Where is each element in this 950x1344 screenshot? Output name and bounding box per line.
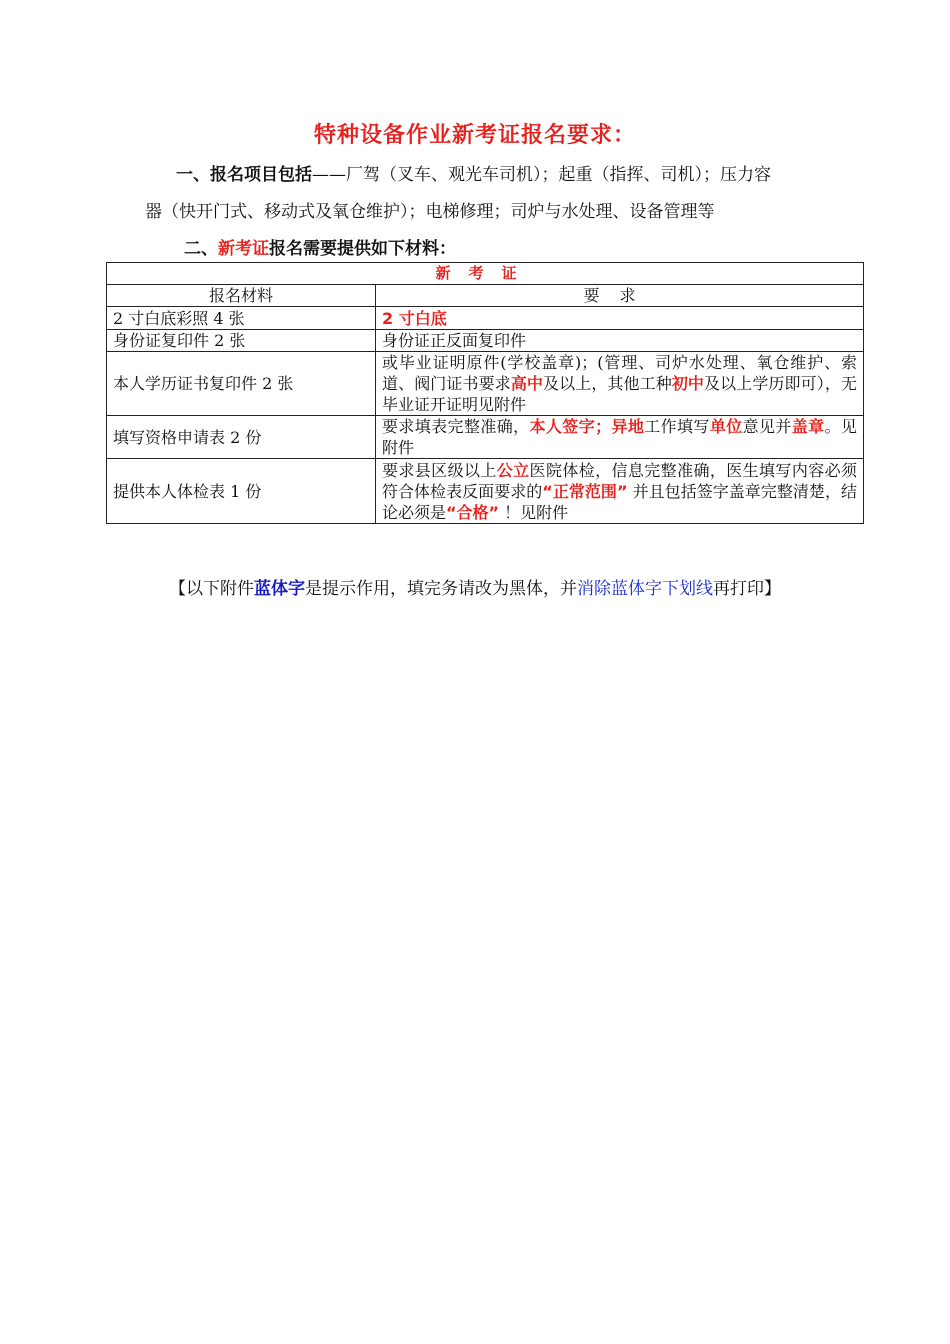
material-cell: 2 寸白底彩照 4 张 [107,307,376,330]
requirement-cell: 身份证正反面复印件 [376,330,864,352]
section-1-line-1 [176,160,771,185]
requirement-cell: 2 寸白底 [376,307,864,330]
col-header-requirement: 要求 [376,285,864,307]
section-1-items-a: ——厂驾（叉车、观光车司机）；起重（指挥、司机）；压力容 [312,165,771,185]
table-row [107,307,864,330]
material-cell: 提供本人体检表 1 份 [107,459,376,524]
req-text: 要求填表完整准确， [382,417,530,436]
req-text: 要求县区级以上 [382,460,497,480]
materials-table [106,262,864,524]
requirement-cell [376,352,864,416]
material-cell: 身份证复印件 2 张 [107,330,376,352]
requirement-cell [376,459,864,524]
section-1-heading: 一、报名项目包括 [176,165,312,185]
section-1-line-2: 器（快开门式、移动式及氧仓维护）；电梯修理；司炉与水处理、设备管理等 [145,202,715,222]
req-text: 及以上，其他工种 [543,374,672,393]
table-row [107,416,864,459]
note-text: 【以下附件 [169,579,254,599]
req-highlight: ； [595,417,612,436]
requirement-cell [376,416,864,459]
req-text: 医院体检，信息完整准确，医生填写内容必须符合体检表反面要求的 [382,460,857,501]
req-text: 工作填写 [644,417,710,436]
req-highlight: 高中 [510,374,544,393]
page-title: 特种设备作业新考证报名要求： [313,123,636,148]
req-text: 。见附件 [382,417,857,457]
table-header-row [107,285,864,307]
section-2-prefix: 二、 [184,239,218,259]
req-text: 并且包括签字盖章完整清楚，结论必须是 [382,481,857,522]
table-row [107,352,864,416]
req-highlight: 异地 [611,417,645,436]
table-title-row [107,263,864,285]
req-highlight: 单位 [709,417,743,436]
material-cell: 填写资格申请表 2 份 [107,416,376,459]
material-cell: 本人学历证书复印件 2 张 [107,352,376,416]
req-text: ！见附件 [499,502,569,522]
req-highlight: 公立 [496,460,530,480]
print-note [0,574,950,599]
req-text: 意见并 [742,417,792,436]
req-text: 及以上学历即可），无毕业证开证明见附件 [382,374,857,414]
section-2-heading [184,234,456,259]
req-highlight: 初中 [671,374,705,393]
req-text: 或毕业证明原件(学校盖章)；(管理、司炉水处理、氧仓维护、索道、阀门证书要求 [382,353,858,393]
req-highlight: “合格” [446,502,500,522]
note-text: 是提示作用，填完务请改为黑体，并 [305,579,577,599]
req-highlight: “正常范围” [542,481,628,501]
section-2-suffix: 报名需要提供如下材料： [269,239,456,259]
note-text: 再打印】 [713,579,781,599]
table-title: 新考证 [107,263,864,285]
note-blue-bold: 蓝体字 [254,579,305,599]
table-row [107,330,864,352]
req-highlight: 盖章 [791,417,825,436]
col-header-material: 报名材料 [107,285,376,307]
req-highlight: 本人签字 [529,417,596,436]
note-blue: 消除蓝体字下划线 [577,579,713,599]
section-2-highlight: 新考证 [218,239,269,259]
table-row [107,459,864,524]
